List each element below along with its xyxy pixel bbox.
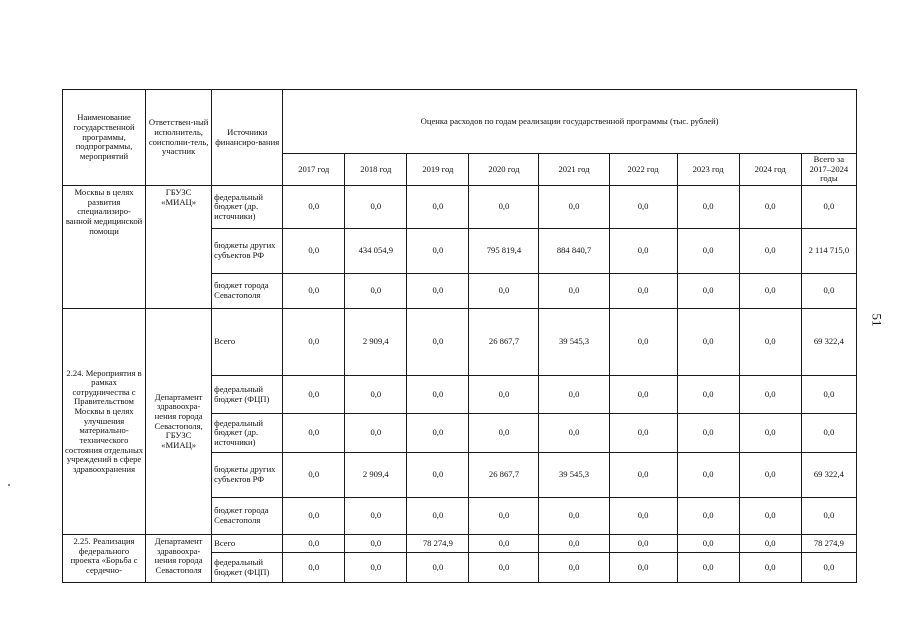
- header-year: Всего за 2017–2024 годы: [801, 154, 856, 186]
- executor-cell: Департамент здравоохра-нения города Севастополя: [146, 535, 212, 583]
- amount-cell: 0,0: [469, 186, 539, 229]
- amount-cell: 0,0: [677, 553, 739, 583]
- table-row: [63, 309, 857, 376]
- amount-cell: 78 274,9: [801, 535, 856, 553]
- program-name-cell: Москвы в целях развития специализиро-ванной медицинской помощи: [63, 186, 146, 309]
- funding-source-cell: федеральный бюджет (ФЦП): [212, 553, 283, 583]
- funding-source-cell: федеральный бюджет (ФЦП): [212, 376, 283, 414]
- amount-cell: 0,0: [609, 186, 677, 229]
- header-year: 2017 год: [283, 154, 345, 186]
- amount-cell: 0,0: [609, 376, 677, 414]
- program-name-cell: 2.24. Мероприятия в рамках сотрудничества с Правительством Москвы в целях улучшения материально-технического состояния отдельных учреждений в сфере здравоохранения: [63, 309, 146, 535]
- amount-cell: 0,0: [739, 553, 801, 583]
- amount-cell: 0,0: [609, 309, 677, 376]
- amount-cell: 0,0: [407, 309, 469, 376]
- amount-cell: 0,0: [609, 274, 677, 309]
- amount-cell: 0,0: [677, 535, 739, 553]
- header-executor: Ответствен-ный исполнитель, соисполни-тель, участник: [146, 90, 212, 186]
- amount-cell: 0,0: [739, 376, 801, 414]
- amount-cell: 0,0: [739, 498, 801, 535]
- amount-cell: 0,0: [469, 535, 539, 553]
- scan-speck: [8, 484, 10, 486]
- amount-cell: 0,0: [677, 414, 739, 453]
- funding-source-cell: Всего: [212, 309, 283, 376]
- header-year: 2021 год: [539, 154, 609, 186]
- amount-cell: 0,0: [677, 453, 739, 498]
- executor-cell: Департамент здравоохра-нения города Севастополя, ГБУЗС «МИАЦ»: [146, 309, 212, 535]
- amount-cell: 0,0: [345, 535, 407, 553]
- amount-cell: 0,0: [345, 414, 407, 453]
- amount-cell: 0,0: [539, 186, 609, 229]
- amount-cell: 0,0: [739, 274, 801, 309]
- amount-cell: 0,0: [407, 186, 469, 229]
- amount-cell: 0,0: [739, 414, 801, 453]
- header-year: 2020 год: [469, 154, 539, 186]
- amount-cell: 0,0: [407, 274, 469, 309]
- amount-cell: 0,0: [345, 553, 407, 583]
- amount-cell: 0,0: [677, 309, 739, 376]
- amount-cell: 26 867,7: [469, 453, 539, 498]
- amount-cell: 0,0: [469, 553, 539, 583]
- amount-cell: 0,0: [801, 553, 856, 583]
- amount-cell: 2 909,4: [345, 453, 407, 498]
- amount-cell: 0,0: [739, 186, 801, 229]
- amount-cell: 26 867,7: [469, 309, 539, 376]
- amount-cell: 0,0: [469, 414, 539, 453]
- header-sources: Источники финансиро-вания: [212, 90, 283, 186]
- amount-cell: 0,0: [283, 414, 345, 453]
- funding-source-cell: Всего: [212, 535, 283, 553]
- amount-cell: 0,0: [801, 414, 856, 453]
- amount-cell: 0,0: [539, 498, 609, 535]
- funding-source-cell: бюджеты других субъектов РФ: [212, 453, 283, 498]
- amount-cell: 0,0: [609, 453, 677, 498]
- amount-cell: 69 322,4: [801, 453, 856, 498]
- amount-cell: 0,0: [677, 376, 739, 414]
- amount-cell: 2 114 715,0: [801, 229, 856, 274]
- header-year: 2022 год: [609, 154, 677, 186]
- table-header: [63, 90, 857, 186]
- amount-cell: 0,0: [283, 498, 345, 535]
- table-row: [63, 186, 857, 229]
- amount-cell: 0,0: [801, 376, 856, 414]
- amount-cell: 795 819,4: [469, 229, 539, 274]
- amount-cell: 0,0: [539, 535, 609, 553]
- amount-cell: 78 274,9: [407, 535, 469, 553]
- header-year: 2018 год: [345, 154, 407, 186]
- amount-cell: 0,0: [283, 453, 345, 498]
- amount-cell: 0,0: [609, 414, 677, 453]
- amount-cell: 434 054,9: [345, 229, 407, 274]
- executor-cell: ГБУЗС «МИАЦ»: [146, 186, 212, 309]
- header-year: 2023 год: [677, 154, 739, 186]
- budget-table: [62, 89, 857, 583]
- amount-cell: 0,0: [345, 274, 407, 309]
- amount-cell: 39 545,3: [539, 453, 609, 498]
- amount-cell: 0,0: [407, 229, 469, 274]
- amount-cell: 0,0: [345, 498, 407, 535]
- amount-cell: 0,0: [283, 376, 345, 414]
- amount-cell: 0,0: [801, 498, 856, 535]
- amount-cell: 0,0: [283, 186, 345, 229]
- amount-cell: 0,0: [539, 553, 609, 583]
- amount-cell: 0,0: [801, 274, 856, 309]
- header-year: 2024 год: [739, 154, 801, 186]
- amount-cell: 0,0: [609, 553, 677, 583]
- page-number: 51: [869, 313, 885, 327]
- amount-cell: 884 840,7: [539, 229, 609, 274]
- amount-cell: 0,0: [407, 376, 469, 414]
- amount-cell: 0,0: [469, 274, 539, 309]
- amount-cell: 0,0: [539, 376, 609, 414]
- amount-cell: 0,0: [283, 274, 345, 309]
- amount-cell: 0,0: [407, 453, 469, 498]
- amount-cell: 0,0: [677, 274, 739, 309]
- amount-cell: 0,0: [407, 553, 469, 583]
- amount-cell: 0,0: [283, 309, 345, 376]
- amount-cell: 0,0: [283, 229, 345, 274]
- amount-cell: 2 909,4: [345, 309, 407, 376]
- program-name-cell: 2.25. Реализация федерального проекта «Борьба с сердечно-: [63, 535, 146, 583]
- header-year: 2019 год: [407, 154, 469, 186]
- table-body: [63, 186, 857, 583]
- amount-cell: 0,0: [283, 535, 345, 553]
- funding-source-cell: бюджет города Севастополя: [212, 498, 283, 535]
- amount-cell: 0,0: [739, 453, 801, 498]
- amount-cell: 0,0: [609, 229, 677, 274]
- amount-cell: 69 322,4: [801, 309, 856, 376]
- amount-cell: 0,0: [739, 229, 801, 274]
- amount-cell: 0,0: [407, 498, 469, 535]
- amount-cell: 0,0: [609, 535, 677, 553]
- amount-cell: 0,0: [283, 553, 345, 583]
- funding-source-cell: бюджеты других субъектов РФ: [212, 229, 283, 274]
- amount-cell: 0,0: [345, 376, 407, 414]
- amount-cell: 0,0: [801, 186, 856, 229]
- funding-source-cell: федеральный бюджет (др. источники): [212, 186, 283, 229]
- amount-cell: 0,0: [345, 186, 407, 229]
- amount-cell: 0,0: [677, 229, 739, 274]
- amount-cell: 0,0: [539, 274, 609, 309]
- amount-cell: 0,0: [469, 498, 539, 535]
- amount-cell: 0,0: [539, 414, 609, 453]
- table-row: [63, 535, 857, 553]
- amount-cell: 0,0: [469, 376, 539, 414]
- amount-cell: 0,0: [739, 535, 801, 553]
- header-estimate: Оценка расходов по годам реализации государственной программы (тыс. рублей): [283, 90, 857, 154]
- header-name: Наименование государственной программы, подпрограммы, мероприятий: [63, 90, 146, 186]
- amount-cell: 0,0: [609, 498, 677, 535]
- amount-cell: 0,0: [677, 498, 739, 535]
- amount-cell: 39 545,3: [539, 309, 609, 376]
- amount-cell: 0,0: [677, 186, 739, 229]
- amount-cell: 0,0: [739, 309, 801, 376]
- amount-cell: 0,0: [407, 414, 469, 453]
- funding-source-cell: федеральный бюджет (др. источники): [212, 414, 283, 453]
- funding-source-cell: бюджет города Севастополя: [212, 274, 283, 309]
